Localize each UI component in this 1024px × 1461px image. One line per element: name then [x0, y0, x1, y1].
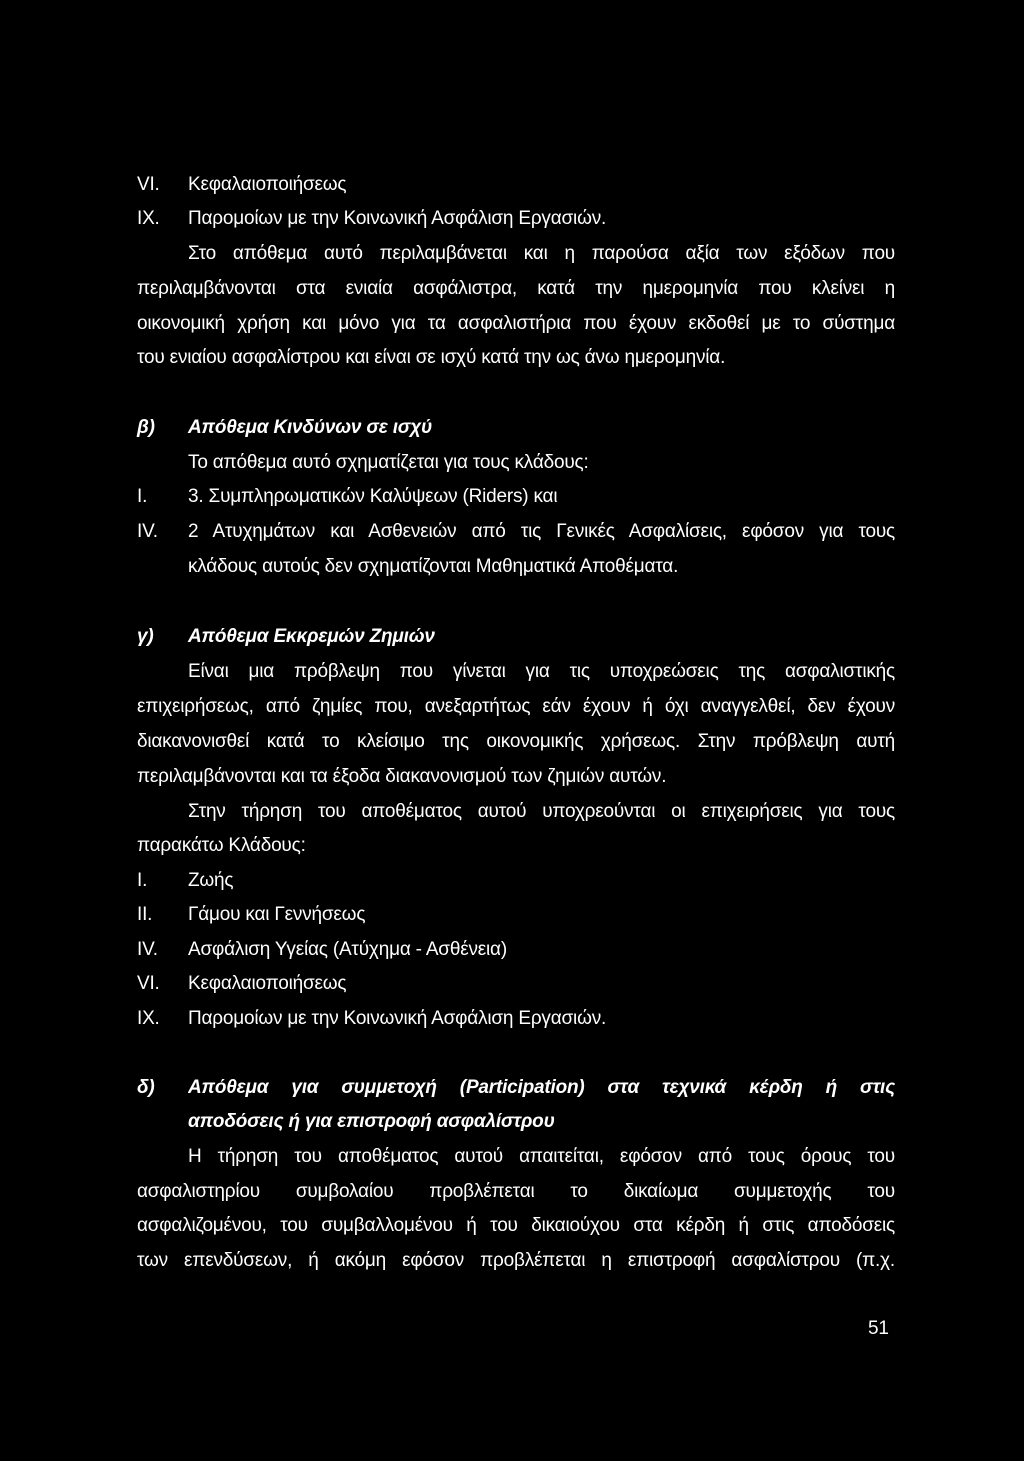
- section-intro: Το απόθεμα αυτό σχηματίζεται για τους κλάδους:: [188, 452, 589, 473]
- section-letter: β): [137, 417, 155, 438]
- item-text: 3. Συμπληρωματικών Καλύψεων (Riders) και: [188, 486, 558, 507]
- item-text: Ζωής: [188, 870, 234, 891]
- paragraph-line: του ενιαίου ασφαλίστρου και είναι σε ισχύ κατά την ως άνω ημερομηνία.: [137, 347, 726, 368]
- item-text: Γάμου και Γεννήσεως: [188, 904, 366, 925]
- paragraph-line: των επενδύσεων, ή ακόμη εφόσον προβλέπεται η επιστροφή ασφαλίστρου (π.χ.: [137, 1250, 895, 1271]
- item-number: I.: [137, 870, 148, 891]
- paragraph-line: περιλαμβάνονται και τα έξοδα διακανονισμού των ζημιών αυτών.: [137, 766, 667, 787]
- item-text-continuation: κλάδους αυτούς δεν σχηματίζονται Μαθηματικά Αποθέματα.: [188, 556, 679, 577]
- paragraph-line: παρακάτω Κλάδους:: [137, 835, 306, 856]
- item-number: VI.: [137, 174, 160, 195]
- section-letter: γ): [137, 626, 154, 647]
- item-number: IX.: [137, 208, 160, 229]
- section-heading: Απόθεμα Εκκρεμών Ζημιών: [188, 626, 435, 647]
- item-number: II.: [137, 904, 153, 925]
- item-number: IV.: [137, 521, 158, 542]
- paragraph-line: οικονομική χρήση και μόνο για τα ασφαλιστήρια που έχουν εκδοθεί με το σύστημα: [137, 313, 895, 334]
- item-text: Κεφαλαιοποιήσεως: [188, 174, 347, 195]
- item-number: I.: [137, 486, 148, 507]
- paragraph-line: Είναι μια πρόβλεψη που γίνεται για τις υποχρεώσεις της ασφαλιστικής: [188, 661, 895, 682]
- page-number: 51: [868, 1318, 889, 1339]
- item-number: VI.: [137, 973, 160, 994]
- section-heading: Απόθεμα για συμμετοχή (Participation) στα τεχνικά κέρδη ή στις: [188, 1077, 895, 1098]
- item-text: Ασφάλιση Υγείας (Ατύχημα - Ασθένεια): [188, 939, 507, 960]
- item-text: Κεφαλαιοποιήσεως: [188, 973, 347, 994]
- paragraph-line: ασφαλιζομένου, του συμβαλλομένου ή του δικαιούχου στα κέρδη ή στις αποδόσεις: [137, 1215, 895, 1236]
- item-text: 2 Ατυχημάτων και Ασθενειών από τις Γενικές Ασφαλίσεις, εφόσον για τους: [188, 521, 895, 542]
- item-text: Παρομοίων με την Κοινωνική Ασφάλιση Εργασιών.: [188, 1008, 607, 1029]
- paragraph-line: επιχειρήσεως, από ζημίες που, ανεξαρτήτως εάν έχουν ή όχι αναγγελθεί, δεν έχουν: [137, 696, 895, 717]
- item-text: Παρομοίων με την Κοινωνική Ασφάλιση Εργασιών.: [188, 208, 607, 229]
- paragraph-line: περιλαμβάνονται στα ενιαία ασφάλιστρα, κατά την ημερομηνία που κλείνει η: [137, 278, 895, 299]
- item-number: IV.: [137, 939, 158, 960]
- paragraph-line: διακανονισθεί κατά το κλείσιμο της οικονομικής χρήσεως. Στην πρόβλεψη αυτή: [137, 731, 895, 752]
- section-heading-continuation: αποδόσεις ή για επιστροφή ασφαλίστρου: [188, 1111, 555, 1132]
- section-letter: δ): [137, 1077, 155, 1098]
- paragraph-line: Η τήρηση του αποθέματος αυτού απαιτείται, εφόσον από τους όρους του: [188, 1146, 895, 1167]
- paragraph-line: Στην τήρηση του αποθέματος αυτού υποχρεούνται οι επιχειρήσεις για τους: [188, 801, 895, 822]
- paragraph-line: ασφαλιστηρίου συμβολαίου προβλέπεται το δικαίωμα συμμετοχής του: [137, 1181, 895, 1202]
- section-heading: Απόθεμα Κινδύνων σε ισχύ: [188, 417, 432, 438]
- item-number: IX.: [137, 1008, 160, 1029]
- paragraph-line: Στο απόθεμα αυτό περιλαμβάνεται και η παρούσα αξία των εξόδων που: [188, 243, 895, 264]
